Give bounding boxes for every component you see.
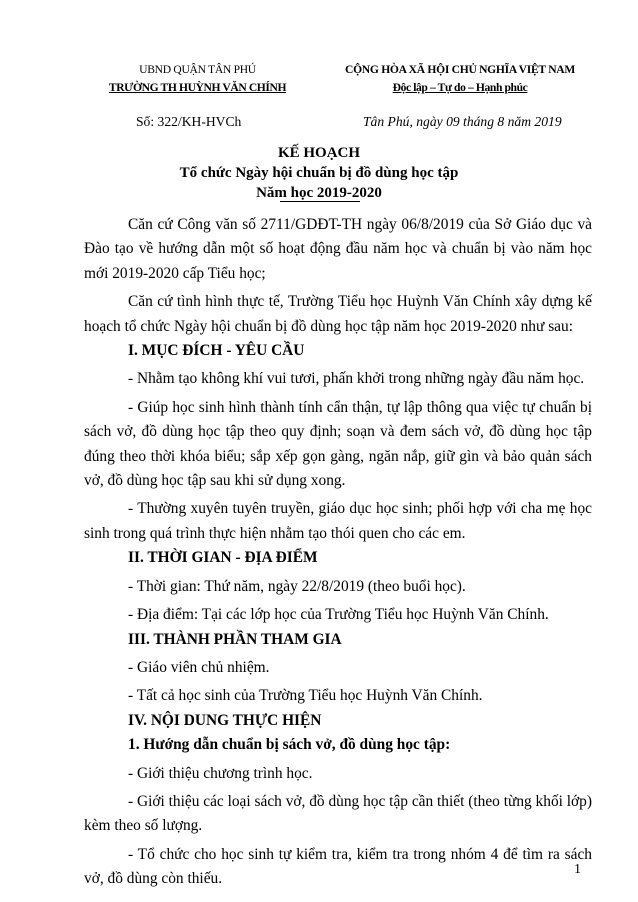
paragraph: - Nhằm tạo không khí vui tươi, phấn khởi trong những ngày đầu năm học.	[128, 370, 585, 388]
section-heading: II. THỜI GIAN - ĐỊA ĐIỂM	[128, 549, 318, 567]
title-line-3: Năm học 2019-2020	[256, 185, 382, 201]
page-number: 1	[574, 862, 581, 877]
agency-header	[80, 61, 315, 97]
paragraph: - Thường xuyên tuyên truyền, giáo dục học sinh; phối hợp với cha mẹ học sinh trong quá trình thực hiện nhằm tạo thói quen cho các em.	[84, 500, 592, 542]
document-body	[84, 209, 592, 892]
paragraph: - Giới thiệu các loại sách vở, đồ dùng học tập cần thiết (theo từng khối lớp) kèm theo số lượng.	[84, 792, 593, 835]
paragraph: - Thời gian: Thứ năm, ngày 22/8/2019 (theo buổi học).	[128, 577, 466, 595]
paragraph: - Tất cả học sinh của Trường Tiểu học Huỳnh Văn Chính.	[128, 687, 483, 705]
subsection-heading: 1. Hướng dẫn chuẩn bị sách vở, đồ dùng học tập:	[128, 736, 451, 754]
section-heading: IV. NỘI DUNG THỰC HIỆN	[128, 711, 322, 729]
paragraph: - Tổ chức cho học sinh tự kiểm tra, kiểm tra trong nhóm 4 để tìm ra sách vở, đồ dùng còn thiếu.	[84, 845, 592, 888]
section-heading: I. MỤC ĐÍCH - YÊU CẦU	[128, 342, 305, 360]
agency-name: UBND QUẬN TÂN PHÚ	[139, 63, 256, 76]
paragraph: - Giới thiệu chương trình học.	[128, 764, 313, 782]
paragraph: Căn cứ Công văn số 2711/GDĐT-TH ngày 06/8/2019 của Sở Giáo dục và Đào tạo về hướng dẫn một số hoạt động đầu năm học và chuẩn bị vào năm học mới 2019-2020 cấp Tiểu học;	[84, 216, 592, 282]
document-number: Số: 322/KH-HVCh	[136, 114, 242, 129]
national-header	[330, 61, 590, 97]
title-line-2: Tổ chức Ngày hội chuẩn bị đồ dùng học tập	[179, 165, 459, 181]
paragraph: - Địa điểm: Tại các lớp học của Trường Tiểu học Huỳnh Văn Chính.	[128, 606, 549, 624]
place-date: Tân Phú, ngày 09 tháng 8 năm 2019	[363, 114, 562, 129]
paragraph: - Giáo viên chủ nhiệm.	[128, 658, 270, 676]
paragraph: - Giúp học sinh hình thành tính cẩn thận, tự lập thông qua việc tự chuẩn bị sách vở, đồ dùng học tập theo quy định; soạn và đem sách vở, đồ dùng học tập đúng theo thời khóa biểu; sắp xếp gọn gàng, ngăn nắp, giữ gìn và bảo quản sách vở, đồ dùng học tập sau khi sử dụng xong.	[84, 398, 592, 490]
paragraph: Căn cứ tình hình thực tế, Trường Tiểu học Huỳnh Văn Chính xây dựng kế hoạch tổ chức Ngày hội chuẩn bị đồ dùng học tập năm học 2019-2020 như sau:	[84, 293, 592, 335]
document-title	[0, 143, 638, 203]
national-motto: Độc lập – Tự do – Hạnh phúc	[392, 81, 528, 94]
title-divider	[280, 201, 360, 202]
section-heading: III. THÀNH PHẦN THAM GIA	[128, 630, 342, 648]
national-title: CỘNG HÒA XÃ HỘI CHỦ NGHĨA VIỆT NAM	[345, 63, 575, 76]
title-line-1: KẾ HOẠCH	[277, 145, 361, 161]
school-name: TRƯỜNG TH HUỲNH VĂN CHÍNH	[108, 81, 287, 94]
